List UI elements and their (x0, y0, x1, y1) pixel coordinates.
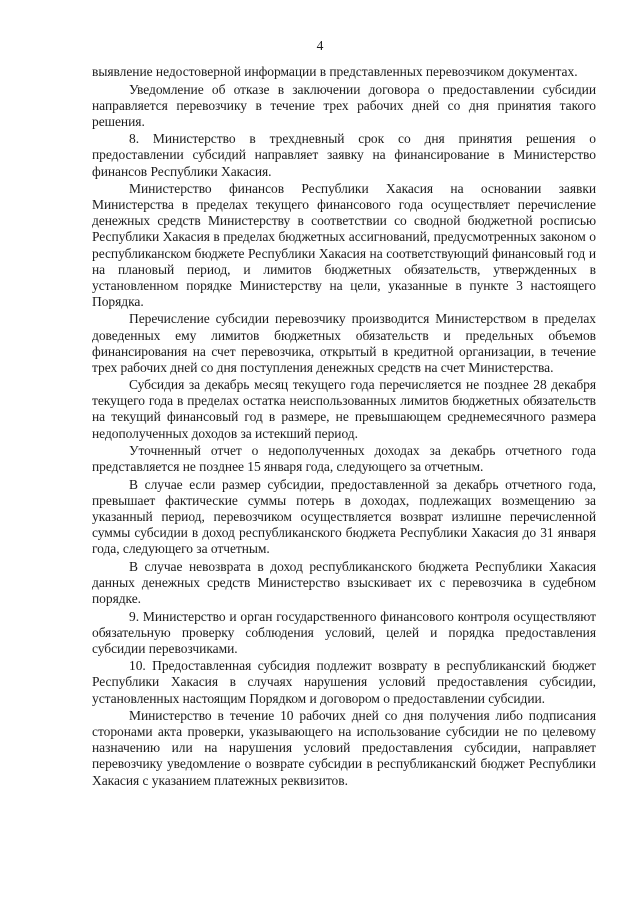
paragraph-subsidy-transfer: Перечисление субсидии перевозчику производится Министерством в пределах доведенных ему лимитов бюджетных обязательств и предельных объемов финансирования на счет перевозчика, открытый в кредитной организации, в течение трех рабочих дней со дня поступления денежных средств на счет Министерства. (92, 311, 596, 375)
paragraph-item-9: 9. Министерство и орган государственного финансового контроля осуществляют обязательную проверку соблюдения условий, целей и порядка предоставления субсидии перевозчиками. (92, 608, 596, 656)
paragraph-refusal-notice: Уведомление об отказе в заключении договора о предоставлении субсидии направляется перевозчику в течение трех рабочих дней со дня принятия такого решения. (92, 81, 596, 129)
paragraph-updated-report: Уточненный отчет о недополученных доходах за декабрь отчетного года представляется не позднее 15 января года, следующего за отчетным. (92, 443, 596, 475)
paragraph-non-return: В случае невозврата в доход республиканского бюджета Республики Хакасия данных денежных средств Министерство взыскивает их с перевозчика в судебном порядке. (92, 558, 596, 606)
paragraph-continuation: выявление недостоверной информации в представленных перевозчиком документах. (92, 64, 578, 79)
paragraph-finance-ministry-transfer: Министерство финансов Республики Хакасия на основании заявки Министерства в пределах текущего финансового года осуществляет перечисление денежных средств Министерству в соответствии со сводной бюджетной росписью Республики Хакасия в пределах бюджетных ассигнований, предусмотренных законом о республиканском бюджете Республики Хакасия на соответствующий финансовый год и на плановый период, и лимитов бюджетных обязательств, утвержденных в установленном порядке Министерству на цели, указанные в пункте 3 настоящего Порядка. (92, 181, 596, 309)
page-number: 4 (316, 38, 324, 53)
paragraph-item-8: 8. Министерство в трехдневный срок со дня принятия решения о предоставлении субсидий направляет заявку на финансирование в Министерство финансов Республики Хакасия. (92, 131, 596, 179)
paragraph-return-notice: Министерство в течение 10 рабочих дней со дня получения либо подписания сторонами акта проверки, указывающего на использование субсидии не по целевому назначению или на нарушения условий предоставления субсидии, направляет перевозчику уведомление о возврате субсидии в республиканский бюджет Республики Хакасия с указанием платежных реквизитов. (92, 708, 596, 788)
paragraph-item-10: 10. Предоставленная субсидия подлежит возврату в республиканский бюджет Республики Хакасия в случаях нарушения условий предоставления субсидии, установленных настоящим Порядком и договором о предоставлении субсидии. (92, 658, 596, 706)
document-body (92, 64, 596, 790)
paragraph-december-subsidy: Субсидия за декабрь месяц текущего года перечисляется не позднее 28 декабря текущего года в пределах остатка неиспользованных лимитов бюджетных обязательств на текущий финансовый год в размере, не превышающем среднемесячного размера недополученных доходов за истекший период. (92, 377, 596, 441)
paragraph-excess-return: В случае если размер субсидии, предоставленной за декабрь отчетного года, превышает фактические суммы потерь в доходах, подлежащих возмещению за указанный период, перевозчиком осуществляется возврат излишне перечисленной суммы субсидии в доход республиканского бюджета Республики Хакасия до 31 января года, следующего за отчетным. (92, 476, 596, 557)
